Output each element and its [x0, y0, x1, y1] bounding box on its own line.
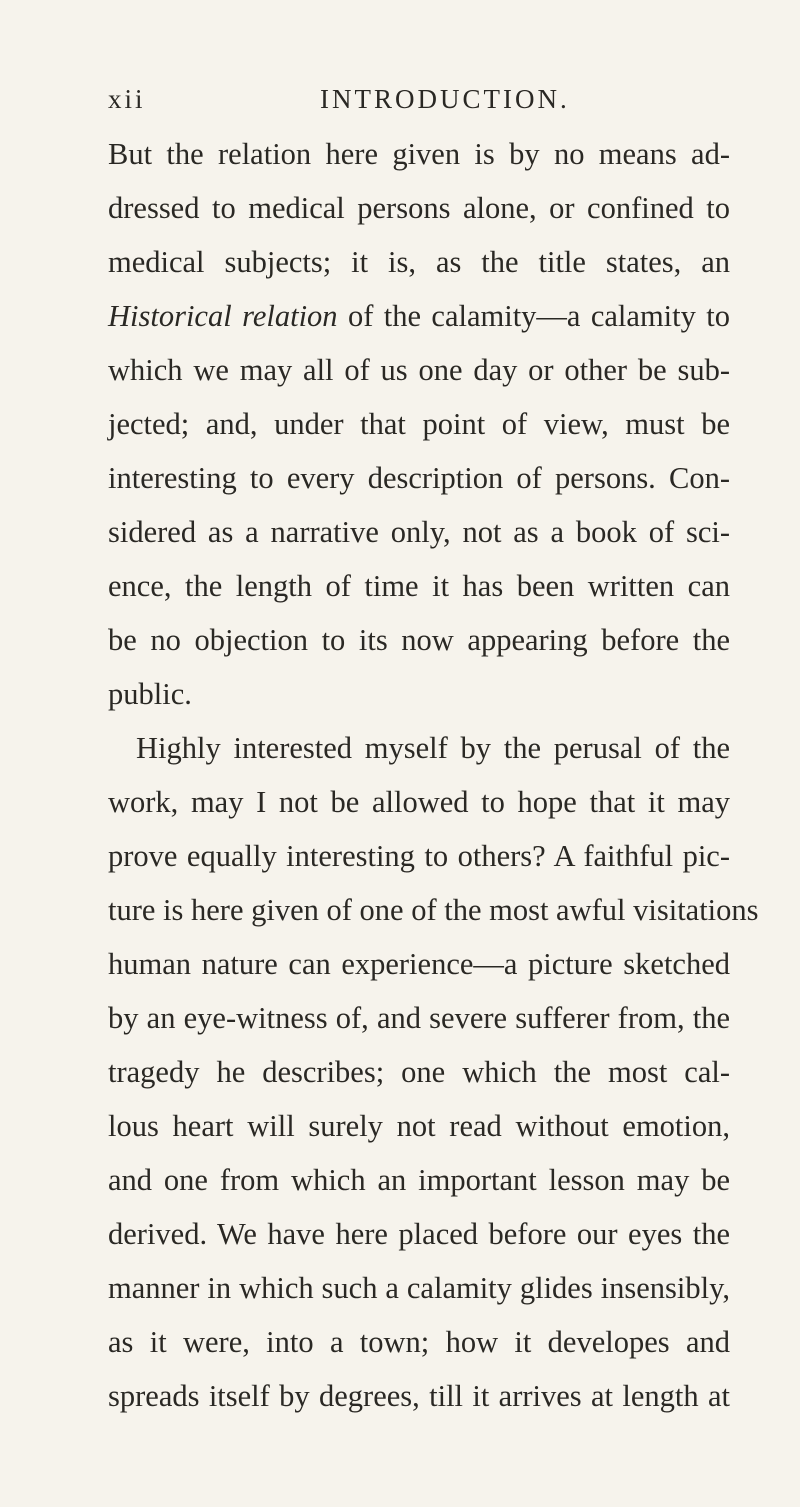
text-line: But the relation here given is by no means ad- — [108, 137, 730, 171]
text-line: ture is here given of one of the most awful visitations — [108, 893, 759, 927]
text-line: human nature can experience—a picture sketched — [108, 947, 730, 981]
text-line: jected; and, under that point of view, must be — [108, 407, 730, 441]
running-title: INTRODUCTION. — [320, 84, 570, 114]
page-number: xii — [108, 84, 146, 114]
text-line: public. — [108, 677, 192, 711]
text-line: spreads itself by degrees, till it arrives at length at — [108, 1379, 730, 1413]
text-line: medical subjects; it is, as the title states, an — [108, 245, 730, 279]
page-header — [108, 84, 728, 124]
body-text — [108, 127, 759, 1423]
text-line: be no objection to its now appearing before the — [108, 623, 730, 657]
paragraph-1 — [108, 127, 730, 721]
text-span: of the calamity—a calamity to — [337, 299, 730, 333]
text-line: lous heart will surely not read without emotion, — [108, 1109, 730, 1143]
text-line: and one from which an important lesson may be — [108, 1163, 730, 1197]
paragraph-2 — [108, 721, 759, 1423]
text-line: ence, the length of time it has been written can — [108, 569, 730, 603]
text-line: manner in which such a calamity glides insensibly, — [108, 1271, 730, 1305]
text-line: which we may all of us one day or other be sub- — [108, 353, 730, 387]
text-line: sidered as a narrative only, not as a book of sci- — [108, 515, 730, 549]
text-line — [108, 289, 730, 343]
text-line: as it were, into a town; how it developes and — [108, 1325, 730, 1359]
text-line: Highly interested myself by the perusal of the — [136, 731, 730, 765]
text-line: prove equally interesting to others? A faithful pic- — [108, 839, 730, 873]
text-line: tragedy he describes; one which the most cal- — [108, 1055, 730, 1089]
italic-phrase: Historical relation — [108, 299, 338, 333]
text-line: dressed to medical persons alone, or confined to — [108, 191, 730, 225]
text-line: work, may I not be allowed to hope that it may — [108, 785, 730, 819]
text-line: interesting to every description of persons. Con- — [108, 461, 730, 495]
text-line: derived. We have here placed before our eyes the — [108, 1217, 730, 1251]
text-line: by an eye-witness of, and severe sufferer from, the — [108, 1001, 730, 1035]
